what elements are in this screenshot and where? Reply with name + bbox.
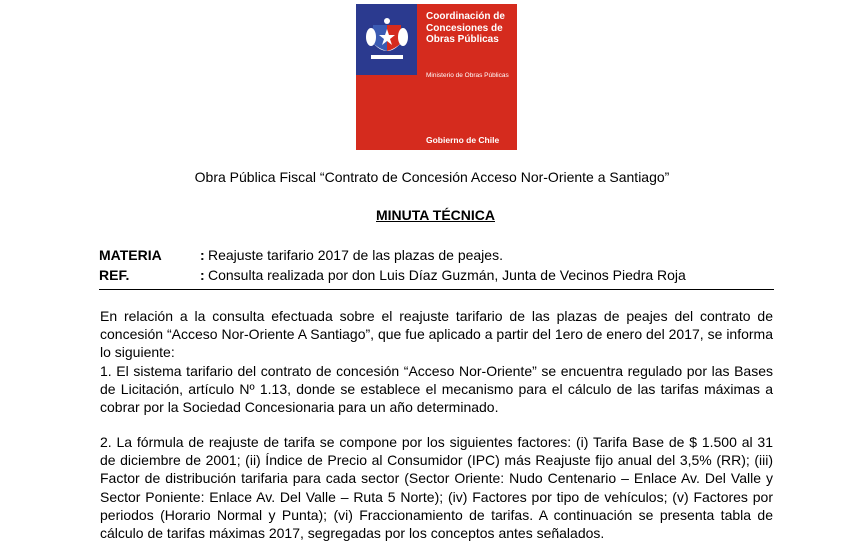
- ref-value: Consulta realizada por don Luis Díaz Guzmán, Junta de Vecinos Piedra Roja: [208, 267, 686, 283]
- point-1-paragraph: 1. El sistema tarifario del contrato de concesión “Acceso Nor-Oriente” se encuentra regulado por las Bases de Licitación, artículo Nº 1.13, donde se establece el mecanismo para el cálculo de las tarifas máximas a cobrar por la Sociedad Concesionaria para un año determinado.: [100, 363, 773, 416]
- materia-label: MATERIA: [99, 247, 162, 263]
- coat-of-arms-icon: [356, 4, 417, 75]
- ref-label: REF.: [99, 267, 130, 283]
- logo-flag: [356, 4, 417, 150]
- logo-government: Gobierno de Chile: [426, 135, 500, 145]
- logo-ministry: Ministerio de Obras Públicas: [426, 72, 509, 79]
- point-2-paragraph: 2. La fórmula de reajuste de tarifa se compone por los siguientes factores: (i) Tarifa Base de $ 1.500 al 31 de diciembre de 2001; (ii) Índice de Precio al Consumidor (IPC) más Reajuste fijo anual del 3,5% (RR); (iii) Factor de distribución tarifaria para cada sector (Sector Oriente: Nudo Centenario – Enlace Av. Del Valle y Sector Poniente: Enlace Av. Del Valle – Ruta 5 Norte); (iv) Factores por tipo de vehículos; (v) Factores por periodos (Horario Normal y Punta); (vi) Fraccionamiento de tarifas. A continuación se presenta tabla de cálculo de tarifas máximas 2017, segregadas por los conceptos antes señalados.: [100, 434, 773, 542]
- materia-value: Reajuste tarifario 2017 de las plazas de peajes.: [208, 247, 503, 263]
- government-logo: [356, 4, 517, 150]
- header-divider: [99, 289, 774, 290]
- materia-colon: :: [200, 247, 205, 263]
- document-title: Obra Pública Fiscal “Contrato de Concesión Acceso Nor-Oriente a Santiago”: [194, 169, 670, 185]
- ref-colon: :: [200, 267, 205, 283]
- intro-paragraph: En relación a la consulta efectuada sobre el reajuste tarifario de las plazas de peajes del contrato de concesión “Acceso Nor-Oriente A Santiago”, que fue aplicado a partir del 1ero de enero del 2017, se informa lo siguiente:: [100, 308, 773, 361]
- document-heading: MINUTA TÉCNICA: [376, 207, 495, 223]
- logo-title: Coordinación de Concesiones de Obras Públicas: [426, 11, 505, 45]
